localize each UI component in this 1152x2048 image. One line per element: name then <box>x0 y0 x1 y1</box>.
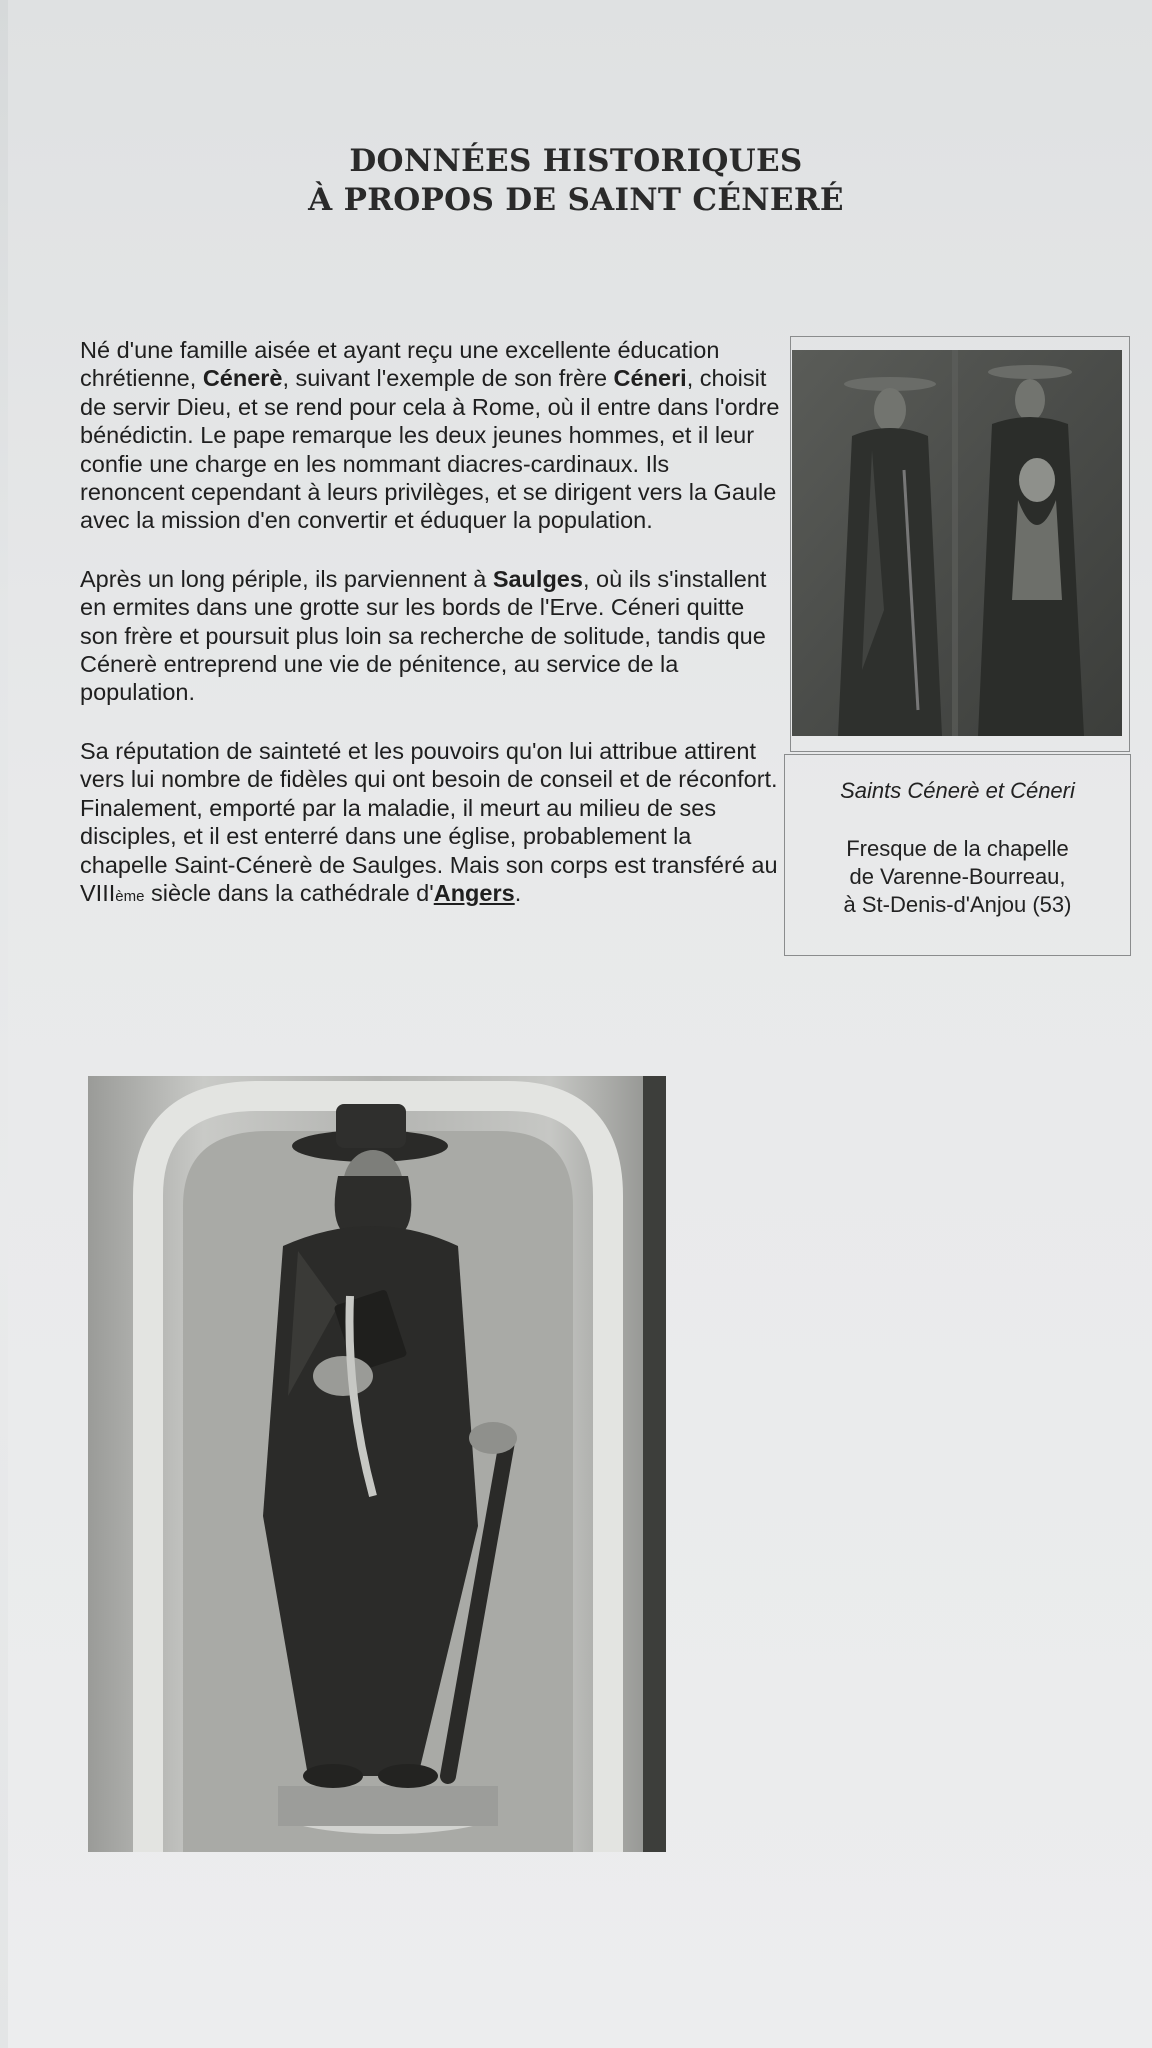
caption-line-3: à St-Denis-d'Anjou (53) <box>843 892 1072 917</box>
paragraph-1-text-a: Né d'une famille aisée et ayant reçu une excellente éducation chrétienne, <box>80 337 720 392</box>
caption-line-2: de Varenne-Bourreau, <box>849 864 1066 889</box>
fresco-caption <box>784 754 1131 956</box>
body-text <box>80 336 780 941</box>
title-line-1: DONNÉES HISTORIQUES <box>349 143 803 179</box>
paragraph-2 <box>80 565 780 707</box>
place-saulges: Saulges <box>492 565 583 592</box>
name-cenere: Cénerè <box>202 365 283 392</box>
page-title <box>0 142 1152 220</box>
paragraph-2-text-a: Après un long périple, ils parviennent à <box>80 565 493 592</box>
caption-title: Saints Cénerè et Céneri <box>840 778 1075 803</box>
paragraph-3-text-a: Sa réputation de sainteté et les pouvoirs qu'on lui attribue attirent vers lui nombre de fidèles qui ont besoin de conseil et de réconfort. Finalement, emporté par la maladie, il meurt au milieu de ses disciples, et il est enterré dans une église, probablement la chapelle Saint-Cénerè de Saulges. Mais son corps est transféré au VIII <box>80 737 778 906</box>
angers-link[interactable]: Angers <box>433 879 515 906</box>
caption-description <box>785 835 1130 919</box>
ordinal-suffix: ème <box>115 887 145 905</box>
caption-line-1: Fresque de la chapelle <box>846 836 1069 861</box>
paragraph-1-text-c: , choisit de servir Dieu, et se rend pour cela à Rome, où il entre dans l'ordre bénédictin. Le pape remarque les deux jeunes hommes, et il leur confie une charge en les nommant diacres-cardinaux. Ils renoncent cependant à leurs privilèges, et se dirigent vers la Gaule avec la mission d'en convertir et éduquer la population. <box>80 365 780 534</box>
paragraph-3-text-c: . <box>514 879 522 906</box>
title-line-2: À PROPOS DE SAINT CÉNERÉ <box>308 182 844 218</box>
paragraph-1 <box>80 336 780 535</box>
paragraph-3 <box>80 737 780 911</box>
statue-photo <box>88 1076 666 1852</box>
paragraph-2-text-b: , où ils s'installent en ermites dans une grotte sur les bords de l'Erve. Céneri quitte son frère et poursuit plus loin sa recherche de solitude, tandis que Cénerè entreprend une vie de pénitence, au service de la population. <box>80 565 767 706</box>
name-ceneri: Céneri <box>613 365 687 392</box>
paragraph-3-text-b: siècle dans la cathédrale d' <box>144 879 434 906</box>
paragraph-1-text-b: , suivant l'exemple de son frère <box>282 365 614 392</box>
fresco-photo <box>792 350 1122 736</box>
